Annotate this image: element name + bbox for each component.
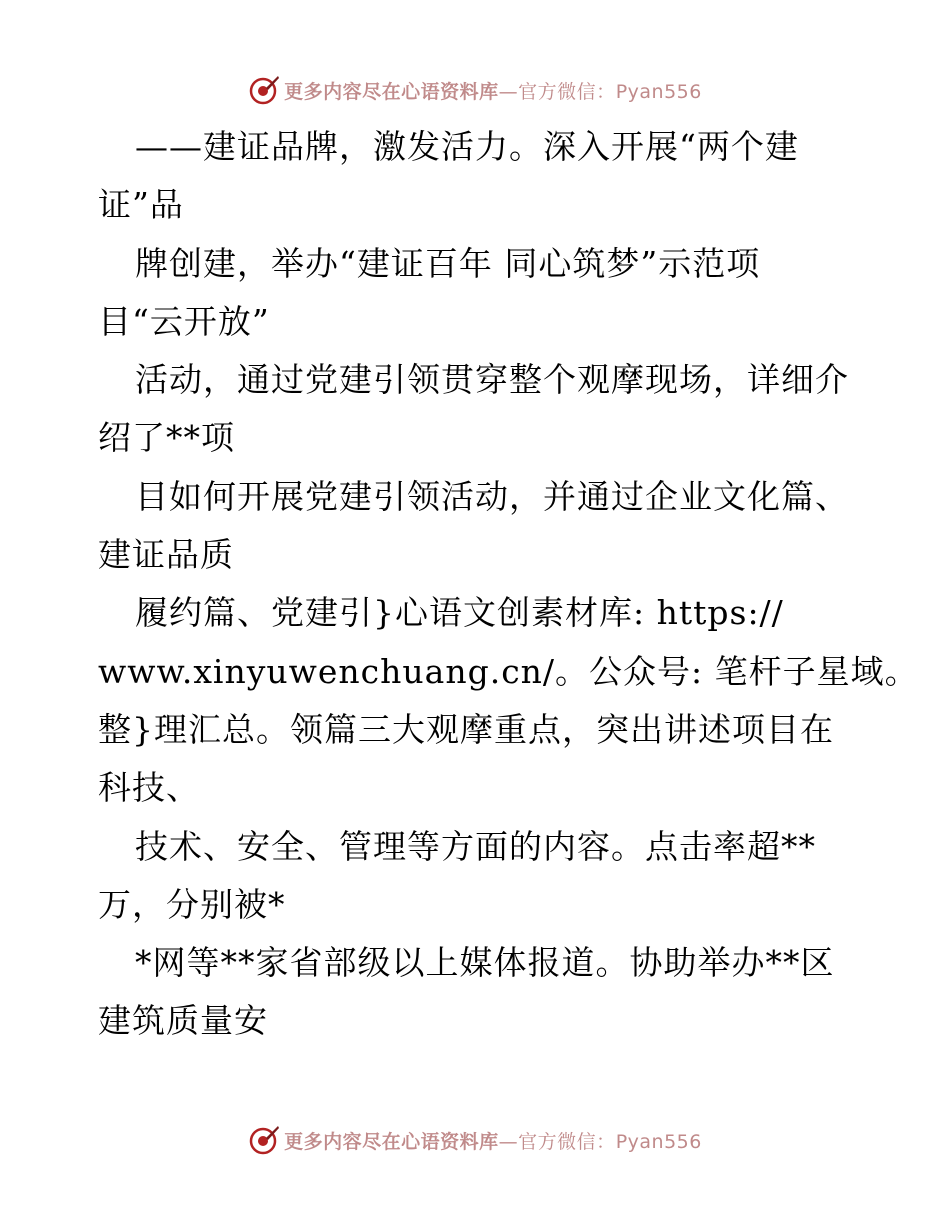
body-line: 目“云开放” xyxy=(98,301,270,341)
header-banner-title: 更多内容尽在心语资料库 xyxy=(284,80,499,103)
body-line: 牌创建，举办“建证百年 同心筑梦”示范项 xyxy=(135,243,761,283)
body-line: 证”品 xyxy=(98,185,184,225)
document-body xyxy=(98,118,919,1051)
pen-logo-icon xyxy=(248,1124,280,1156)
body-line: 绍了**项 xyxy=(98,418,235,458)
body-line: 科技、 xyxy=(98,768,200,808)
body-line: 目如何开展党建引领活动，并通过企业文化篇、 xyxy=(135,476,849,516)
body-line: 建筑质量安 xyxy=(98,1001,268,1041)
body-line: www.xinyuwenchuang.cn/。公众号: 笔杆子星域。 xyxy=(98,651,919,691)
header-banner-text xyxy=(284,77,702,104)
footer-banner-wechat-id: Pyan556 xyxy=(615,1130,702,1153)
footer-banner-separator: — xyxy=(498,1130,519,1153)
body-line: 活动，通过党建引领贯穿整个观摩现场，详细介 xyxy=(135,360,849,400)
header-banner-wechat-id: Pyan556 xyxy=(615,80,702,103)
footer-banner-text xyxy=(284,1127,702,1154)
header-banner-separator: — xyxy=(498,80,519,103)
pen-logo-icon xyxy=(248,74,280,106)
body-line: 建证品质 xyxy=(98,535,234,575)
footer-banner xyxy=(0,1120,950,1160)
body-line: 履约篇、党建引}心语文创素材库: https:// xyxy=(135,593,784,633)
header-banner-wechat-label: 官方微信： xyxy=(518,80,616,103)
body-line: 万，分别被* xyxy=(98,884,286,924)
footer-banner-title: 更多内容尽在心语资料库 xyxy=(284,1130,499,1153)
body-line: 整}理汇总。领篇三大观摩重点，突出讲述项目在 xyxy=(98,709,834,749)
body-line: ——建证品牌，激发活力。深入开展“两个建 xyxy=(135,127,799,166)
body-line: *网等**家省部级以上媒体报道。协助举办**区 xyxy=(135,943,835,983)
footer-banner-wechat-label: 官方微信： xyxy=(518,1130,616,1153)
body-line: 技术、安全、管理等方面的内容。点击率超** xyxy=(135,826,816,866)
header-banner xyxy=(0,70,950,110)
